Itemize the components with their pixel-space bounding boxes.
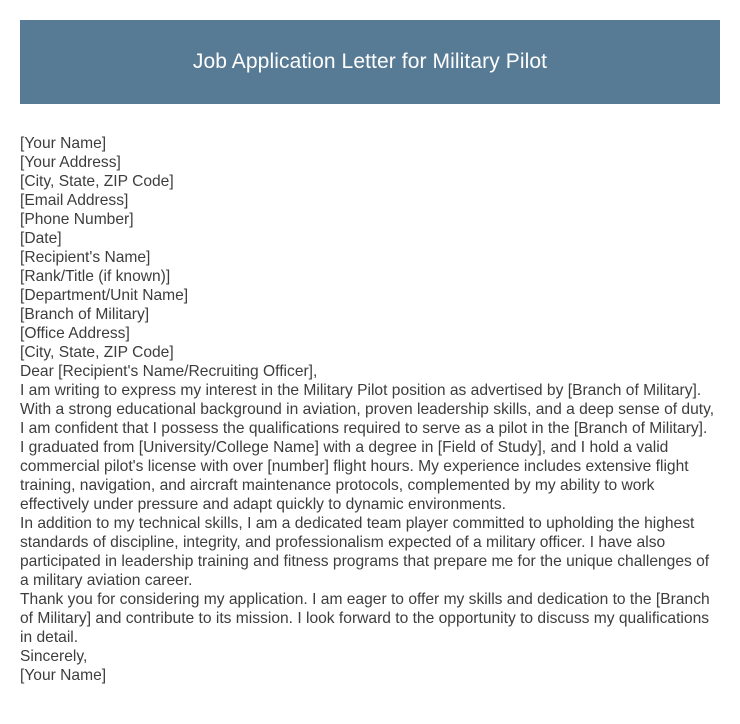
sender-name: [Your Name]: [20, 135, 107, 152]
sender-address: [Your Address]: [20, 154, 121, 171]
recipient-office-address: [Office Address]: [20, 325, 130, 342]
sender-email: [Email Address]: [20, 192, 129, 209]
paragraph-education: I graduated from [University/College Name] with a degree in [Field of Study], and I hold a valid commercial pilot's license with over [number] flight hours. My experience includes extensive flight training, navigation, and aircraft maintenance protocols, complemented by my ability to work effectively under pressure and adapt quickly to dynamic environments.: [20, 439, 689, 513]
signature: [Your Name]: [20, 667, 107, 684]
recipient-name: [Recipient's Name]: [20, 249, 151, 266]
letter-body: [20, 134, 722, 685]
recipient-department: [Department/Unit Name]: [20, 287, 189, 304]
paragraph-interest: I am writing to express my interest in the Military Pilot position as advertised by [Branch of Military]. With a strong educational background in aviation, proven leadership skills, and a deep sense of duty, I am confident that I possess the qualifications required to serve as a pilot in the [Branch of Military].: [20, 382, 715, 437]
title-banner: [20, 20, 720, 104]
recipient-rank-title: [Rank/Title (if known)]: [20, 268, 171, 285]
paragraph-thanks: Thank you for considering my application. I am eager to offer my skills and dedication to the [Branch of Military] and contribute to its mission. I look forward to the opportunity to discuss my qualifications in detail.: [20, 591, 710, 646]
letter-date: [Date]: [20, 230, 62, 247]
paragraph-skills: In addition to my technical skills, I am a dedicated team player committed to upholding the highest standards of discipline, integrity, and professionalism expected of a military officer. I have also participated in leadership training and fitness programs that prepare me for the unique challenges of a military aviation career.: [20, 515, 710, 589]
page-title: Job Application Letter for Military Pilot: [192, 50, 548, 73]
salutation: Dear [Recipient's Name/Recruiting Officer],: [20, 363, 318, 380]
sender-city-state-zip: [City, State, ZIP Code]: [20, 173, 174, 190]
recipient-branch: [Branch of Military]: [20, 306, 150, 323]
recipient-city-state-zip: [City, State, ZIP Code]: [20, 344, 174, 361]
closing: Sincerely,: [20, 648, 88, 665]
sender-phone: [Phone Number]: [20, 211, 134, 228]
